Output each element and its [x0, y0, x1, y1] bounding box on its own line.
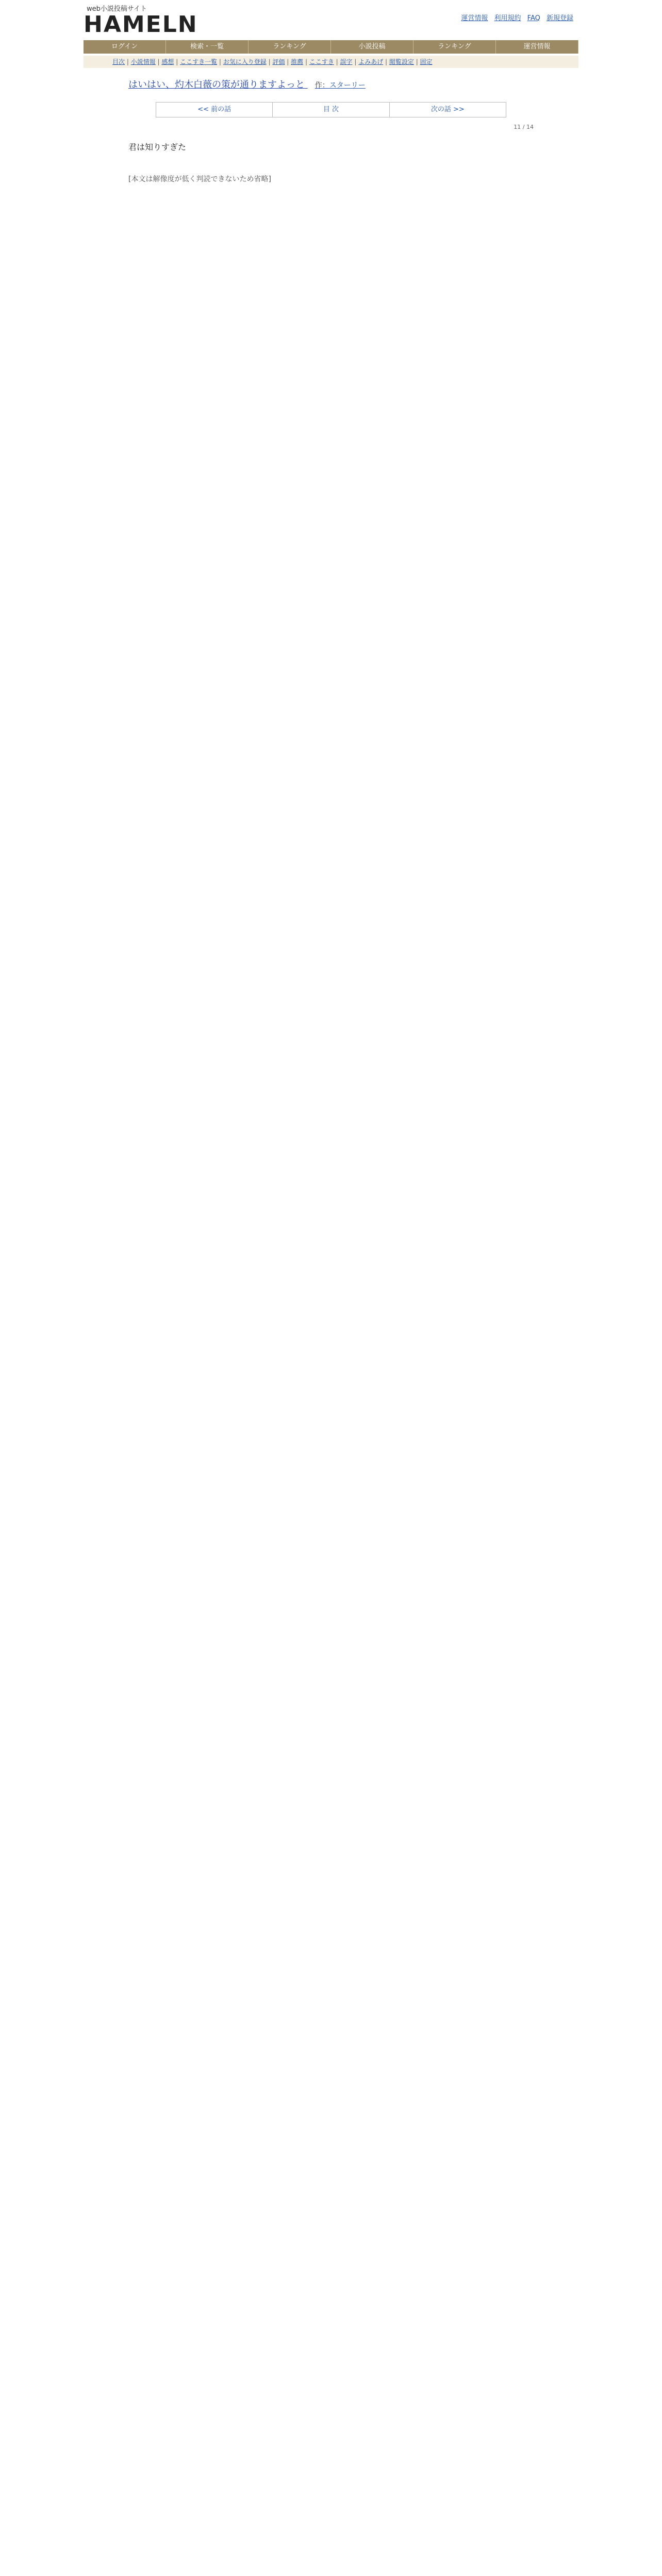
top-link-terms[interactable]: 利用規約	[494, 14, 521, 22]
author-link[interactable]: スターリー	[329, 81, 366, 90]
gnav-ranking-2[interactable]: ランキング	[413, 40, 496, 54]
subnav-likes[interactable]: ここすき一覧	[180, 58, 218, 65]
top-links	[457, 12, 573, 22]
chapter-title: 君は知りすぎた	[128, 142, 187, 152]
chapter-body	[128, 172, 534, 187]
subnav-pin[interactable]: 固定	[420, 58, 433, 65]
subnav-tts[interactable]: よみあげ	[358, 58, 384, 65]
top-link-register[interactable]: 新規登録	[546, 14, 573, 22]
subnav-rate[interactable]: 評価	[272, 58, 285, 65]
chapter-pager	[156, 102, 506, 117]
gnav-info[interactable]: 運営情報	[496, 40, 578, 54]
top-link-about[interactable]: 運営情報	[461, 14, 488, 22]
novel-title-row	[128, 77, 534, 91]
subnav-settings[interactable]: 閲覧設定	[389, 58, 414, 65]
novel-subnav: 目次 | 小説情報 | 感想 | ここすき一覧 | お気に入り登録 | 評価 | 推薦 | ここすき | 誤字 | よみあげ | 閲覧設定 | 固定	[84, 56, 578, 68]
novel-title[interactable]: はいはい、灼木白薇の策が通りますよっと	[128, 79, 305, 90]
toc-link[interactable]: 目 次	[273, 103, 389, 117]
author-prefix: 作：	[315, 81, 329, 90]
gnav-search[interactable]: 検索・一覧	[166, 40, 249, 54]
subnav-koko[interactable]: ここすき	[309, 58, 334, 65]
logo-tagline: web小説投稿サイト	[87, 5, 147, 13]
next-chapter-link[interactable]: 次の話 >>	[431, 106, 465, 113]
subnav-toc[interactable]: 目次	[112, 58, 125, 65]
subnav-info[interactable]: 小説情報	[130, 58, 156, 65]
site-header	[0, 0, 662, 40]
top-link-faq[interactable]: FAQ	[527, 14, 540, 22]
global-nav	[84, 40, 578, 54]
subnav-typo[interactable]: 誤字	[340, 58, 353, 65]
gnav-post[interactable]: 小説投稿	[331, 40, 413, 54]
subnav-favorite[interactable]: お気に入り登録	[223, 58, 267, 65]
subnav-reviews[interactable]: 感想	[161, 58, 174, 65]
gnav-login[interactable]: ログイン	[84, 40, 166, 54]
subnav-recommend[interactable]: 推薦	[291, 58, 304, 65]
page-number: 11 / 14	[514, 124, 534, 130]
site-logo[interactable]: HAMELN	[84, 11, 198, 38]
body-placeholder: [本文は解像度が低く判読できないため省略]	[128, 175, 271, 183]
gnav-ranking[interactable]: ランキング	[249, 40, 331, 54]
prev-chapter-link[interactable]: << 前の話	[156, 103, 273, 117]
reader-main	[128, 77, 534, 187]
